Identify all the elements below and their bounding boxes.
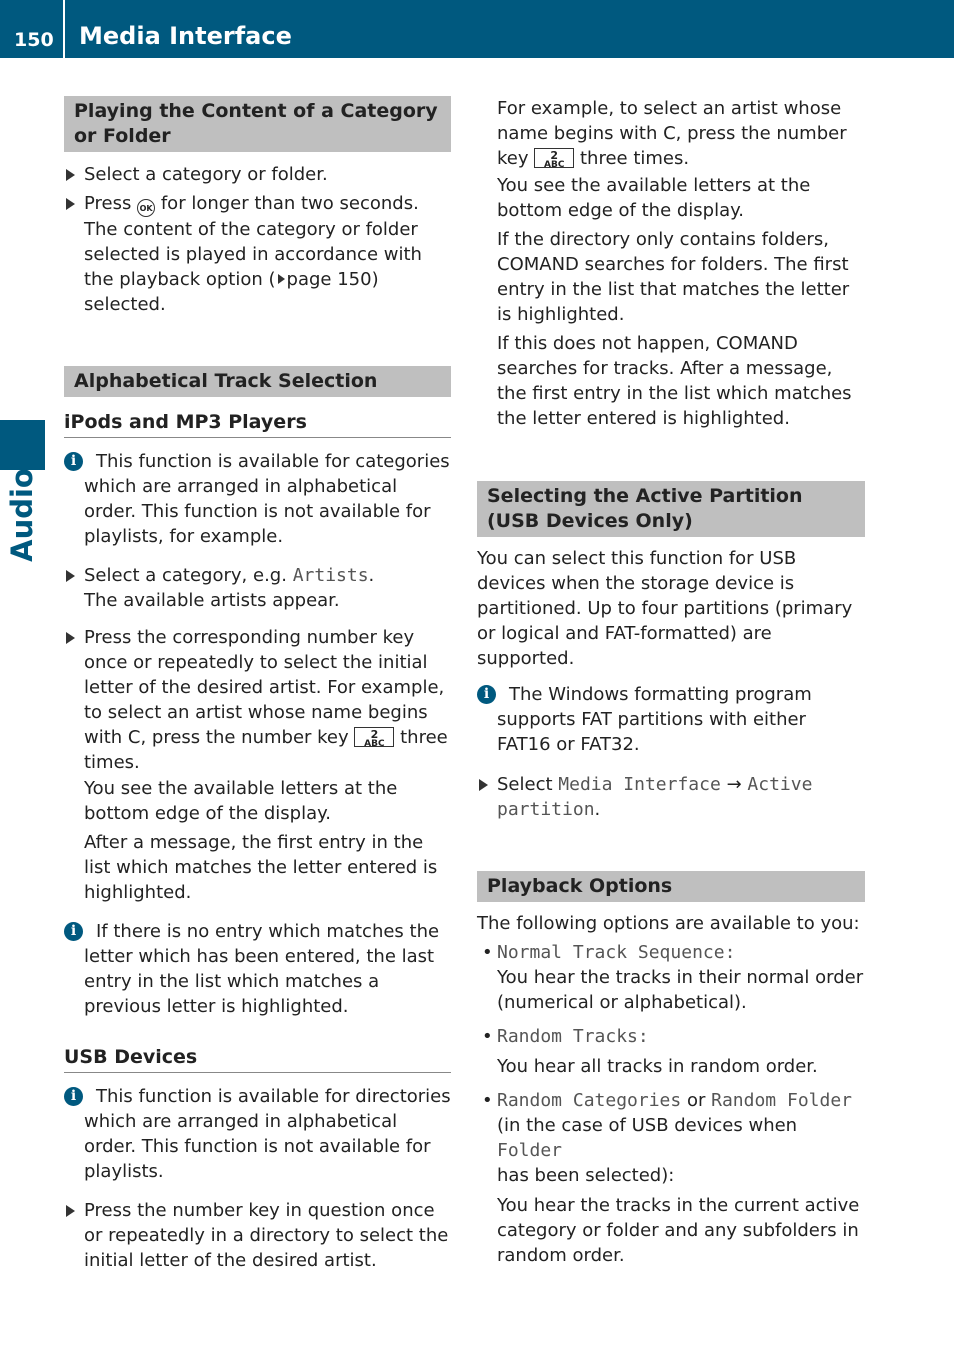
paragraph: You can select this function for USB devices when the storage device is partitioned. Up to four partitions (primary or logical and FAT-formatted) are supported. <box>477 548 853 669</box>
step-arrow-icon <box>66 570 75 582</box>
header-divider <box>63 0 65 58</box>
info-icon: i <box>64 1087 83 1106</box>
chapter-title: Media Interface <box>79 22 292 50</box>
left-column <box>64 96 451 1273</box>
bullet: • <box>482 1026 493 1047</box>
number-key-2-icon: 2 ABC <box>354 727 394 747</box>
step-arrow-icon <box>66 1205 75 1217</box>
step-arrow-icon <box>66 169 75 181</box>
step-press-ok: Press OK for longer than two seconds. The content of the category or folder selected is played in accordance with the playback option ( page 150) selected. <box>64 191 451 317</box>
section-heading-alphabetical: Alphabetical Track Selection <box>64 366 451 397</box>
step-select-artists: Select a category, e.g. Artists. The available artists appear. <box>64 563 451 613</box>
step-result: If this does not happen, COMAND searches for tracks. After a message, the first entry in the list which matches the letter entered is highlighted. <box>497 333 852 429</box>
page-header <box>0 0 954 58</box>
step-press-number-key: Press the corresponding number key once or repeatedly to select the initial letter of the desired artist. For example, to select an artist whose name begins with C, press the number key 2 ABC three times. You see the available letters at the bottom edge of the display. After a message, the first entry in the list which matches the letter entered is highlighted. <box>64 625 451 905</box>
step-select-partition: Select Media Interface → Active partition. <box>477 772 865 822</box>
info-note: i If there is no entry which matches the letter which has been entered, the last entry in the list which matches a previous letter is highlighted. <box>64 919 451 1019</box>
option-code: Random Categories <box>497 1090 682 1111</box>
side-tab-text: Audio <box>5 468 39 562</box>
section-heading-playback-options: Playback Options <box>477 871 865 902</box>
list-item: • Random Tracks: You hear all tracks in random order. <box>482 1026 818 1077</box>
info-note: i This function is available for categories which are arranged in alphabetical order. This function is not available for playlists, for example. <box>64 449 451 549</box>
menu-item-code: Media Interface <box>558 774 721 795</box>
option-code: Random Folder <box>711 1090 853 1111</box>
info-note: i This function is available for directories which are arranged in alphabetical order. This function is not available for playlists. <box>64 1084 451 1184</box>
option-code: Normal Track Sequence: <box>497 942 736 963</box>
menu-item-code: Active partition <box>497 774 813 820</box>
side-tab-label <box>0 470 45 560</box>
section-heading-active-partition: Selecting the Active Partition (USB Devices Only) <box>477 481 865 537</box>
subheading-usb: USB Devices <box>64 1045 451 1073</box>
bullet: • <box>482 1090 493 1111</box>
number-key-2-icon: 2 ABC <box>534 148 574 168</box>
step-result: If the directory only contains folders, COMAND searches for folders. The first entry in the list that matches the letter is highlighted. <box>497 229 850 325</box>
info-icon: i <box>64 452 83 471</box>
continued-step: For example, to select an artist whose name begins with C, press the number key 2 ABC three times. You see the available letters at the bottom edge of the display. If the directory only contains folders, COMAND searches for folders. The first entry in the list that matches the letter is highlighted. If this does not happen, COMAND searches for tracks. After a message, the first entry in the list which matches the letter entered is highlighted. <box>477 96 865 431</box>
right-column <box>477 96 865 1268</box>
step-arrow-icon <box>66 632 75 644</box>
ok-button-icon: OK <box>137 199 155 217</box>
step-result: You see the available letters at the bottom edge of the display. <box>84 778 398 824</box>
step-result: You see the available letters at the bottom edge of the display. <box>497 175 811 221</box>
info-icon: i <box>477 685 496 704</box>
page-number: 150 <box>14 29 54 51</box>
subheading-ipods: iPods and MP3 Players <box>64 410 451 438</box>
step-result: The available artists appear. <box>84 590 340 611</box>
step-select-category: Select a category or folder. <box>64 162 451 187</box>
page-reference-icon <box>278 274 285 284</box>
option-code: Random Tracks: <box>497 1026 649 1047</box>
option-code: Folder <box>497 1140 563 1161</box>
list-item: • Normal Track Sequence: You hear the tracks in their normal order (numerical or alphabetical). <box>482 942 864 1013</box>
side-tab-marker <box>0 420 45 470</box>
step-arrow-icon <box>66 198 75 210</box>
menu-item-code: Artists <box>292 565 369 586</box>
info-icon: i <box>64 922 83 941</box>
step-arrow-icon <box>479 779 488 791</box>
paragraph: The following options are available to you: <box>477 913 860 934</box>
list-item: • Random Categories or Random Folder (in the case of USB devices when Folder has been selected): You hear the tracks in the current active category or folder and any subfolders in random order. <box>482 1090 860 1266</box>
step-result: After a message, the first entry in the list which matches the letter entered is highlighted. <box>84 832 438 903</box>
step-press-number-key-usb: Press the number key in question once or repeatedly in a directory to select the initial letter of the desired artist. <box>64 1198 451 1273</box>
step-result: The content of the category or folder selected is played in accordance with the playback option ( <box>84 219 422 290</box>
bullet: • <box>482 942 493 963</box>
section-heading-playing-content: Playing the Content of a Category or Folder <box>64 96 451 152</box>
info-note: i The Windows formatting program supports FAT partitions with either FAT16 or FAT32. <box>477 682 865 757</box>
